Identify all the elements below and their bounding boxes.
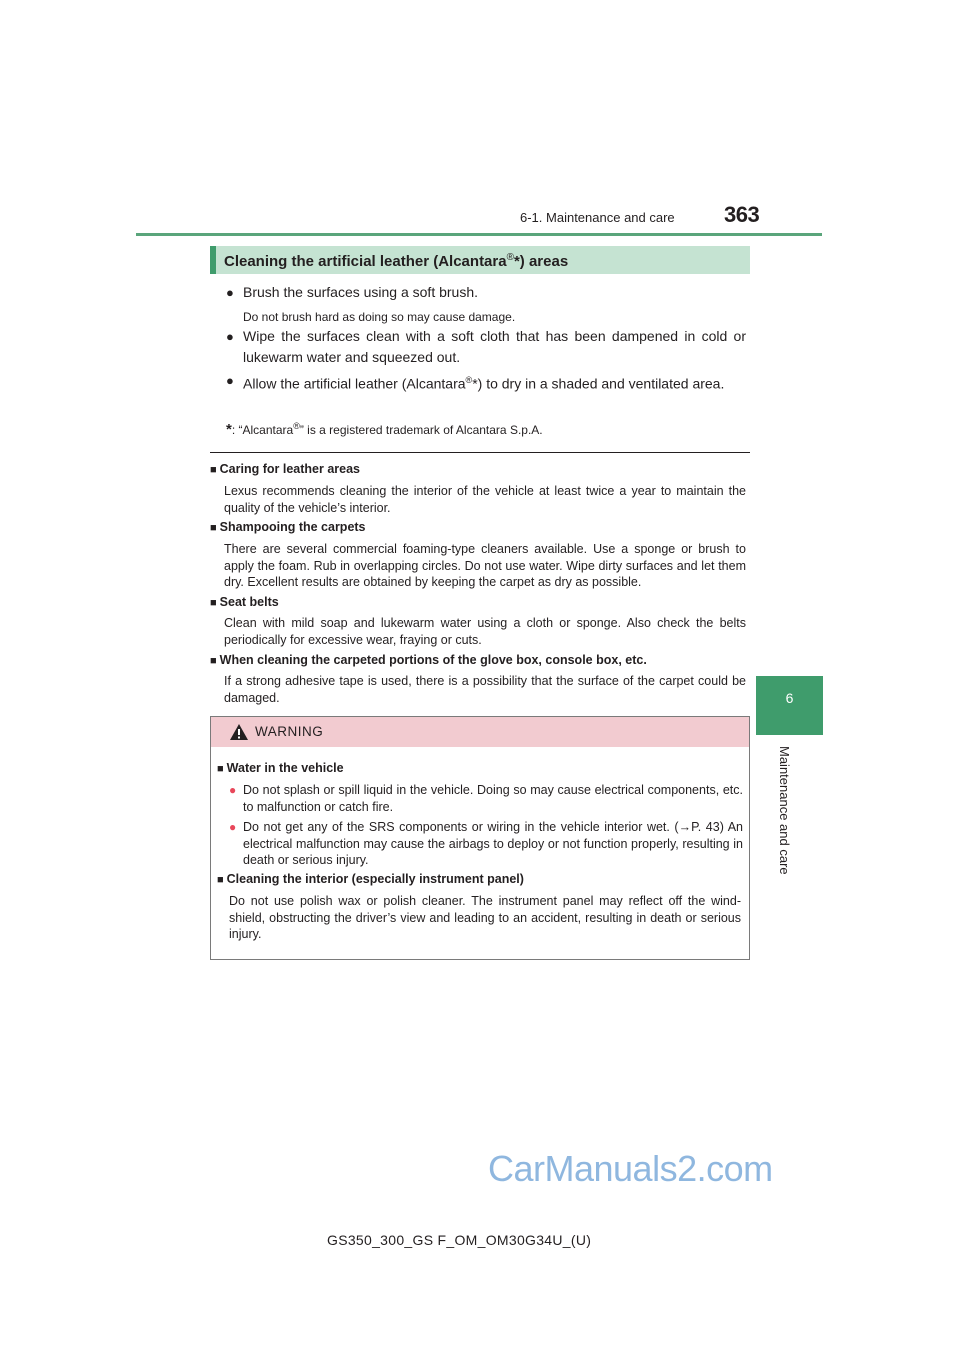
warning-body: Do not use polish wax or polish cleaner. The instrument panel may reflect off the wind-shield, obstructing the driver’s view and leading to an accident, resulting in death or serious injury. — [229, 894, 741, 941]
bullet-dot-icon: ● — [226, 373, 234, 388]
section-heading-suffix: *) areas — [513, 253, 569, 270]
chapter-number: 6 — [785, 690, 794, 706]
warning-bullet: ● Do not splash or spill liquid in the vehicle. Doing so may cause electrical components, etc. to malfunction or catch fire. — [229, 783, 743, 814]
warning-triangle-icon — [229, 723, 249, 741]
bullet-text: Allow the artificial leather (Alcantara®*) to dry in a shaded and ventilated area. — [243, 375, 725, 392]
note-heading: ■ Shampooing the carpets — [210, 520, 366, 534]
bullet-text: Brush the surfaces using a soft brush. — [243, 284, 479, 300]
page-number: 363 — [724, 202, 760, 227]
warning-group-heading: ■ Cleaning the interior (especially instrument panel) — [217, 872, 524, 886]
note-heading: ■ When cleaning the carpeted portions of the glove box, console box, etc. — [210, 653, 647, 667]
bullet-note: Do not brush hard as doing so may cause damage. — [243, 310, 516, 324]
square-bullet-icon: ■ — [210, 464, 217, 476]
square-bullet-icon: ■ — [210, 597, 217, 609]
bullet-dot-icon: ● — [226, 285, 234, 300]
note-body: There are several commercial foaming-type cleaners available. Use a sponge or brush to apply the foam. Rub in overlapping circles. Do not use water. Wipe dirty surfaces and let them dry. Excellent results are obtained by keeping the carpet as dry as possible. — [224, 542, 746, 589]
section-divider — [210, 452, 750, 453]
bullet-dot-icon: ● — [226, 329, 234, 344]
bullet-dot-icon: ● — [229, 820, 237, 834]
bullet-item — [226, 370, 746, 395]
footnote: *: “Alcantara®” is a registered trademark of Alcantara S.p.A. — [226, 421, 543, 438]
square-bullet-icon: ■ — [210, 522, 217, 534]
warning-header — [211, 717, 749, 747]
note-body: Clean with mild soap and lukewarm water using a cloth or sponge. Also check the belts periodically for excessive wear, fraying or cuts. — [224, 616, 746, 647]
note-heading: ■ Caring for leather areas — [210, 462, 360, 476]
watermark-logo — [488, 1148, 773, 1194]
warning-title: WARNING — [255, 724, 324, 739]
document-id: GS350_300_GS F_OM_OM30G34U_(U) — [327, 1232, 592, 1248]
bullet-dot-icon: ● — [229, 783, 237, 797]
section-heading-text: Cleaning the artificial leather (Alcantara — [224, 253, 507, 270]
bullet-item — [226, 282, 746, 303]
watermark-text: CarManuals2.com — [488, 1148, 773, 1189]
square-bullet-icon: ■ — [217, 763, 224, 775]
warning-group-heading: ■ Water in the vehicle — [217, 761, 344, 775]
chapter-label: Maintenance and care — [777, 746, 792, 875]
warning-box — [210, 716, 750, 960]
note-body: Lexus recommends cleaning the interior of the vehicle at least twice a year to maintain the quality of the vehicle’s interior. — [224, 484, 746, 515]
chapter-tab — [756, 676, 823, 735]
header-rule — [136, 233, 822, 236]
note-heading: ■ Seat belts — [210, 595, 279, 609]
warning-bullet: ● Do not get any of the SRS components or wiring in the vehicle interior wet. (→P. 43) An electrical malfunction may cause the airbags to deploy or not function properly, resulting in death or serious injury. — [229, 820, 743, 867]
section-heading — [210, 246, 750, 274]
running-header-section: 6-1. Maintenance and care — [520, 210, 675, 225]
bullet-item — [226, 326, 746, 368]
square-bullet-icon: ■ — [210, 655, 217, 667]
note-body: If a strong adhesive tape is used, there is a possibility that the surface of the carpet could be damaged. — [224, 674, 746, 705]
square-bullet-icon: ■ — [217, 874, 224, 886]
bullet-text: Wipe the surfaces clean with a soft cloth that has been dampened in cold or lukewarm water and squeezed out. — [243, 328, 746, 365]
footnote-mark: * — [226, 421, 232, 438]
registered-mark: ® — [506, 252, 514, 263]
